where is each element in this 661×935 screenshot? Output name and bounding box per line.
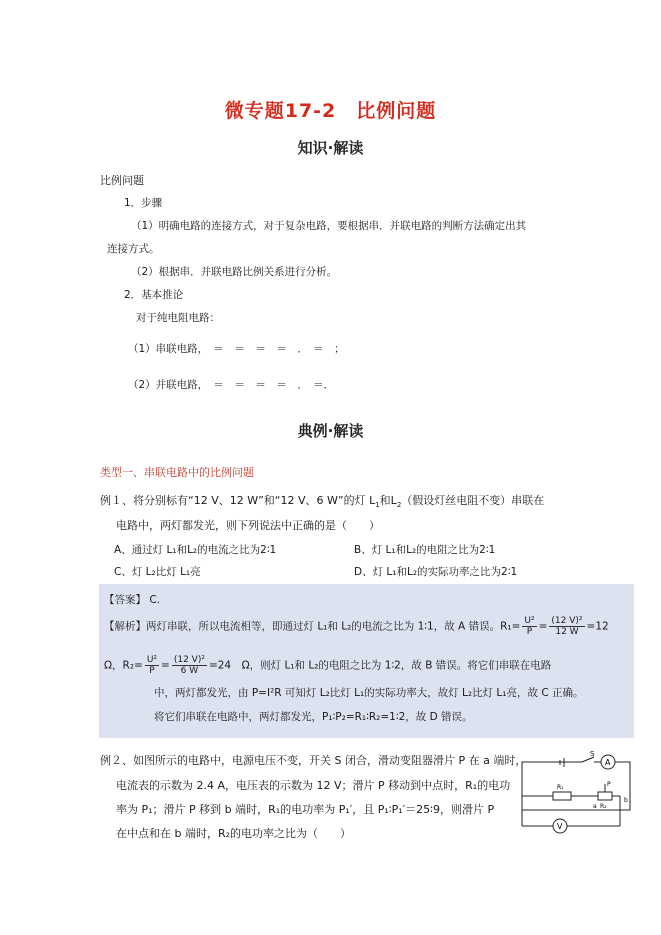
example2-line4: 在中点和在 b 端时，R₂的电功率之比为（ ） bbox=[116, 827, 352, 840]
analysis-line4: 将它们串联在电路中，两灯都发光，P₁∶P₂=R₁∶R₂=1∶2，故 D 错误。 bbox=[154, 711, 473, 723]
option-b: B、灯 L₁和L₂的电阻之比为2∶1 bbox=[354, 544, 496, 556]
knowledge-heading: 知识·解读 bbox=[297, 139, 364, 157]
example2-line2: 电流表的示数为 2.4 A，电压表的示数为 12 V；滑片 P 移动到中点时，R₁的电功 bbox=[116, 779, 511, 792]
label-a: A bbox=[605, 758, 611, 767]
analysis-line2: Ω，R₂= $\frac{\text{U²}}{P}$ = $\frac{\text{(12 V)²}}{6 W}$ =24 Ω，则灯 L₁和 L₂的电阻之比为 1∶2，故 B 错误。将它们串联在电路 bbox=[104, 655, 552, 676]
example2-line1: 例２、如图所示的电路中，电源电压不变，开关 S 闭合，滑动变阻器滑片 P 在 a 端时， bbox=[100, 754, 527, 767]
circuit-diagram bbox=[520, 748, 638, 840]
parallel-line: （2）并联电路， ＝ ＝ ＝ ＝ ． ＝． bbox=[128, 379, 335, 391]
option-d: D、灯 L₁和L₂的实际功率之比为2∶1 bbox=[354, 566, 518, 578]
page-title: 微专题17-2 比例问题 bbox=[224, 100, 437, 122]
step2-intro: 对于纯电阻电路： bbox=[136, 312, 220, 324]
type-label: 类型一、串联电路中的比例问题 bbox=[100, 466, 254, 479]
fraction: $\frac{\text{U²}}{P}$ bbox=[146, 655, 158, 676]
answer-line: 【答案】 C. bbox=[104, 594, 161, 606]
fraction: $\frac{\text{(12 V)²}}{6 W}$ bbox=[173, 655, 205, 676]
analysis-line1: 【解析】两灯串联，所以电流相等，即通过灯 L₁和 L₂的电流之比为 1∶1，故 A 错误。R₁= $\frac{\text{U²}}{P}$ = $\frac{\text{(12 V)²}}{12 W}$ =12 bbox=[104, 616, 609, 637]
fraction: $\frac{\text{U²}}{P}$ bbox=[524, 616, 535, 637]
step1-para1b: 连接方式。 bbox=[107, 243, 160, 255]
analysis-line3: 中，两灯都发光，由 P=I²R 可知灯 L₂比灯 L₁的实际功率大，故灯 L₂比灯 L₁亮，故 C 正确。 bbox=[154, 687, 584, 699]
label-p: P bbox=[607, 781, 611, 788]
label-r2: R₂ bbox=[600, 803, 607, 810]
label-a-end: a bbox=[593, 803, 597, 810]
series-line: （1）串联电路， ＝ ＝ ＝ ＝ ． ＝ ； bbox=[128, 343, 345, 355]
circuit-outer-wire bbox=[522, 762, 630, 810]
example1-line2: 电路中，两灯都发光，则下列说法中正确的是（ ） bbox=[116, 519, 380, 532]
step2-title: 2．基本推论 bbox=[124, 289, 184, 301]
example-heading: 典例·解读 bbox=[297, 422, 364, 440]
label-b-end: b bbox=[624, 797, 628, 804]
fraction: $\frac{\text{(12 V)²}}{12 W}$ bbox=[551, 616, 583, 637]
resistor-r2 bbox=[598, 792, 612, 800]
example2-line3: 率为 P₁；滑片 P 移到 b 端时，R₁的电功率为 P₁′，且 P₁∶P₁′＝25∶9，则滑片 P bbox=[116, 803, 495, 816]
label-s: S bbox=[590, 750, 595, 758]
resistor-r1 bbox=[553, 792, 571, 800]
step1-para1a: （1）明确电路的连接方式，对于复杂电路，要根据串．并联电路的判断方法确定出其 bbox=[131, 220, 527, 232]
label-r1: R₁ bbox=[557, 784, 564, 791]
step1-para2: （2）根据串．并联电路比例关系进行分析。 bbox=[131, 266, 338, 278]
example1-line1: 例１、将分别标有“12 V、12 W”和“12 V、6 W”的灯 $L_1$和$L_2$（假设灯丝电阻不变）串联在 bbox=[100, 494, 545, 510]
option-a: A、通过灯 L₁和L₂的电流之比为2∶1 bbox=[114, 544, 277, 556]
topic-label: 比例问题 bbox=[100, 174, 144, 187]
label-v: V bbox=[557, 822, 563, 831]
option-c: C、灯 L₂比灯 L₁亮 bbox=[114, 566, 201, 578]
step1-title: 1．步骤 bbox=[124, 197, 163, 209]
answer-box bbox=[99, 584, 634, 738]
